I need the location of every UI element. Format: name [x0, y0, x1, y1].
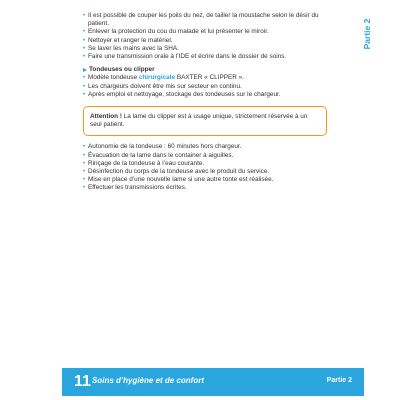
model-suffix: BAXTER « CLIPPER ». — [175, 74, 244, 82]
list-item: • Désinfection du corps de la tondeuse avec le produit du service. — [83, 168, 333, 176]
page-content — [83, 12, 333, 193]
model-prefix: Modèle tondeuse — [88, 74, 139, 82]
list-item: • Les chargeurs doivent être mis sur secteur en continu. — [83, 83, 333, 91]
list-item: • Il est possible de couper les poils du nez, de tailler la moustache selon le désir du patient. — [83, 12, 333, 28]
list-item: • Rinçage de la tondeuse à l’eau courante. — [83, 160, 333, 168]
list-item: • Faire une transmission orale à l’IDE et écrire dans le dossier de soins. — [83, 53, 333, 61]
attention-label: Attention ! — [90, 113, 122, 121]
attention-box — [83, 106, 327, 136]
clipper-list — [83, 74, 333, 99]
page-number: 11 — [74, 373, 91, 390]
chapter-title: Soins d’hygiène et de confort — [92, 376, 205, 385]
attention-text: La lame du clipper est à usage unique, strictement réservée à un seul patient. — [90, 113, 308, 129]
care-steps-list — [83, 12, 333, 61]
list-item: • Nettoyer et ranger le matériel. — [83, 37, 333, 45]
part-side-label: Partie 2 — [362, 18, 372, 50]
part-side-tab — [356, 14, 378, 54]
list-item: • Après emploi et nettoyage, stockage des tondeuses sur le chargeur. — [83, 91, 333, 99]
list-item: • Effectuer les transmissions écrites. — [83, 184, 333, 192]
list-item: • Autonomie de la tondeuse : 60 minutes hors chargeur. — [83, 143, 333, 151]
list-item: • Mise en place d’une nouvelle lame si une autre tonte est réalisée. — [83, 176, 333, 184]
section-heading: Tondeuses ou clipper — [83, 66, 333, 74]
page-footer — [62, 368, 364, 396]
maintenance-list — [83, 143, 333, 192]
model-highlight: chirurgicale — [138, 74, 176, 82]
list-item: • Évacuation de la lame dans le container à aiguilles. — [83, 152, 333, 160]
footer-part-label: Partie 2 — [326, 377, 352, 384]
list-item — [83, 74, 333, 82]
list-item: • Enlever la protection du cou du malade et lui présenter le miroir. — [83, 28, 333, 36]
list-item: • Se laver les mains avec la SHA. — [83, 45, 333, 53]
